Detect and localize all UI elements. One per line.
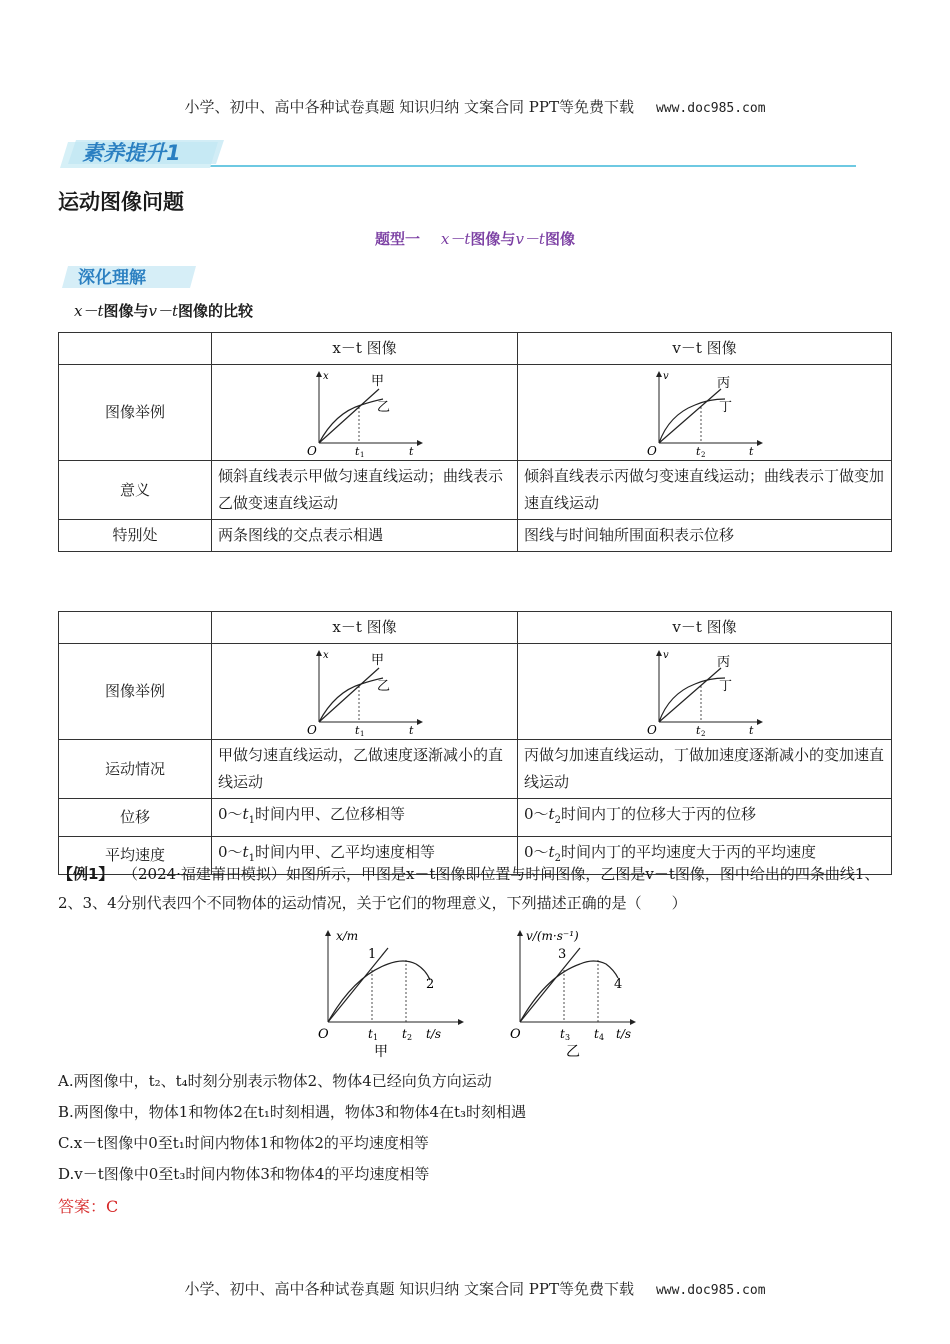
example-text: 如图所示，甲图是x－t图像即位置与时间图像，乙图是v－t图像，图中给出的四条曲线1、2、3、4分别代表四个不同物体的运动情况，关于它们的物理意义，下列描述正确的是（ ） [58,865,880,912]
label-yi: 乙 [376,678,390,694]
label-bing: 丙 [716,375,730,391]
t2-label: t [695,444,700,457]
table-row [59,365,892,461]
t1-label: t [354,444,359,457]
fig-yi-ta: t [560,1027,565,1041]
table-cell: 图线与时间轴所围面积表示位移 [518,520,892,552]
page-footer [0,1278,950,1299]
fig-jia-curve1: 1 [368,947,377,962]
row-label: 特别处 [59,520,212,552]
table-row [59,644,892,740]
xt-graph-cell [212,365,518,461]
text-span: 0～ [524,805,549,823]
topic-suffix: 图像 [544,230,575,248]
table-cell: 甲做匀速直线运动，乙做速度逐渐减小的直线运动 [212,740,518,799]
table-header-vt: v－t 图像 [518,333,892,365]
topic-middle: 图像与 [470,230,516,248]
header-url[interactable]: www.doc985.com [655,101,766,116]
table-header-vt: v－t 图像 [518,612,892,644]
example-tag: 【例1】 [58,865,114,883]
label-yi: 乙 [376,399,390,415]
option-a: A.两图像中，t₂、t₄时刻分别表示物体2、物体4已经向负方向运动 [58,1072,492,1090]
xt-graph-cell [212,644,518,740]
option-c: C.x－t图像中0至t₁时间内物体1和物体2的平均速度相等 [58,1134,429,1152]
origin-label: O [646,443,657,457]
fig-jia-origin: O [318,1027,329,1042]
table-row [59,461,892,520]
table-row [59,799,892,837]
fig-jia-tas: 1 [373,1033,379,1042]
fig-jia-xlabel: t/s [426,1027,442,1041]
row-label: 意义 [59,461,212,520]
text-span: t [548,805,555,823]
axis-x-label: x [322,649,329,661]
text-span: 2 [554,853,561,864]
axis-v-label: v [662,370,669,382]
fig-yi-tas: 3 [565,1033,571,1042]
table-cell: 倾斜直线表示甲做匀速直线运动；曲线表示乙做变速直线运动 [212,461,518,520]
origin-label: O [306,443,317,457]
topic-xt: x－t [440,230,471,248]
fig-yi-curve3: 3 [558,947,567,962]
example-figures [308,926,648,1060]
table-cell: 倾斜直线表示丙做匀变速直线运动；曲线表示丁做变加速直线运动 [518,461,892,520]
text-span: 0～ [218,805,243,823]
axis-x-label: x [322,370,329,382]
header-text: 小学、初中、高中各种试卷真题 知识归纳 文案合同 PPT等免费下载 [184,98,634,116]
fig-jia-ylabel: x/m [336,929,359,943]
banner-label: 素养提升1 [82,141,181,165]
fig-jia-ta: t [368,1027,373,1041]
text-span: t [242,805,249,823]
compare-vt: v－t [148,302,179,320]
table-row [59,333,892,365]
axis-t-label: t [748,723,753,736]
t1-sub: 1 [359,729,364,736]
t2-sub: 2 [700,450,705,457]
label-jia: 甲 [370,652,384,668]
subbanner-label: 深化理解 [78,268,146,288]
table-cell [518,799,892,837]
compare-xt: x－t [74,302,104,320]
vt-graph [645,369,765,457]
fig-jia-curve2: 2 [426,977,435,992]
text-span: 时间内丁的平均速度大于丙的平均速度 [560,843,816,861]
text-span: 时间内甲、乙位移相等 [254,805,405,823]
table-row [59,740,892,799]
footer-text: 小学、初中、高中各种试卷真题 知识归纳 文案合同 PPT等免费下载 [184,1280,634,1298]
section-banner [58,128,858,174]
fig-yi-curve4: 4 [614,977,623,992]
example-question [58,860,894,918]
option-d: D.v－t图像中0至t₃时间内物体3和物体4的平均速度相等 [58,1165,430,1183]
topic-vt: v－t [515,230,545,248]
text-span: 1 [248,853,255,864]
row-label: 图像举例 [59,644,212,740]
answer: 答案：C [58,1197,119,1216]
page-header [0,96,950,117]
text-span: 0～ [524,843,549,861]
fig-jia-caption: 甲 [374,1044,388,1060]
fig-yi-xlabel: t/s [616,1027,632,1041]
row-label: 平均速度 [59,837,212,875]
option-b: B.两图像中，物体1和物体2在t₁时刻相遇，物体3和物体4在t₃时刻相遇 [58,1103,527,1121]
section-title: 运动图像问题 [58,190,184,214]
table-cell: 丙做匀加速直线运动，丁做加速度逐渐减小的变加速直线运动 [518,740,892,799]
origin-label: O [646,722,657,736]
origin-label: O [306,722,317,736]
table-cell: 两条图线的交点表示相遇 [212,520,518,552]
label-ding: 丁 [718,399,732,415]
vt-graph-cell [518,644,892,740]
fig-yi-origin: O [510,1027,521,1042]
subsection-banner [62,262,202,292]
text-span: 1 [248,815,255,826]
fig-jia-tbs: 2 [407,1033,413,1042]
vt-graph [645,648,765,736]
footer-url[interactable]: www.doc985.com [655,1283,766,1298]
axis-t-label: t [408,444,413,457]
axis-t-label: t [748,444,753,457]
axis-t-label: t [408,723,413,736]
text-span: t [242,843,249,861]
text-span: t [548,843,555,861]
t2-label: t [695,723,700,736]
compare-suffix: 图像的比较 [178,302,254,320]
axis-v-label: v [662,649,669,661]
label-ding: 丁 [718,678,732,694]
fig-yi-ylabel: v/(m·s⁻¹) [526,929,579,943]
fig-yi-caption: 乙 [566,1044,580,1060]
text-span: 2 [554,815,561,826]
t1-label: t [354,723,359,736]
fig-jia-tb: t [402,1027,407,1041]
example-source: （2024·福建莆田模拟） [122,865,286,883]
topic-prefix: 题型一 [375,230,421,248]
vt-graph-cell [518,365,892,461]
xt-graph [305,648,425,736]
t2-sub: 2 [700,729,705,736]
figure-jia [318,929,464,1060]
row-label: 位移 [59,799,212,837]
table-header-xt: x－t 图像 [212,612,518,644]
table-cell [59,333,212,365]
compare-middle: 图像与 [103,302,149,320]
row-label: 图像举例 [59,365,212,461]
text-span: 时间内甲、乙平均速度相等 [254,843,435,861]
compare-title [74,300,253,321]
row-label: 运动情况 [59,740,212,799]
table-row [59,612,892,644]
xt-graph [305,369,425,457]
text-span: 0～ [218,843,243,861]
label-bing: 丙 [716,654,730,670]
comparison-table-2 [58,611,892,875]
figure-yi [510,929,636,1060]
table-cell [212,799,518,837]
table-header-xt: x－t 图像 [212,333,518,365]
t1-sub: 1 [359,450,364,457]
text-span: 时间内丁的位移大于丙的位移 [560,805,756,823]
label-jia: 甲 [370,373,384,389]
table-row [59,520,892,552]
topic-title [0,228,950,249]
fig-yi-tbs: 4 [599,1033,605,1042]
table-cell [59,612,212,644]
comparison-table-1 [58,332,892,552]
fig-yi-tb: t [594,1027,599,1041]
